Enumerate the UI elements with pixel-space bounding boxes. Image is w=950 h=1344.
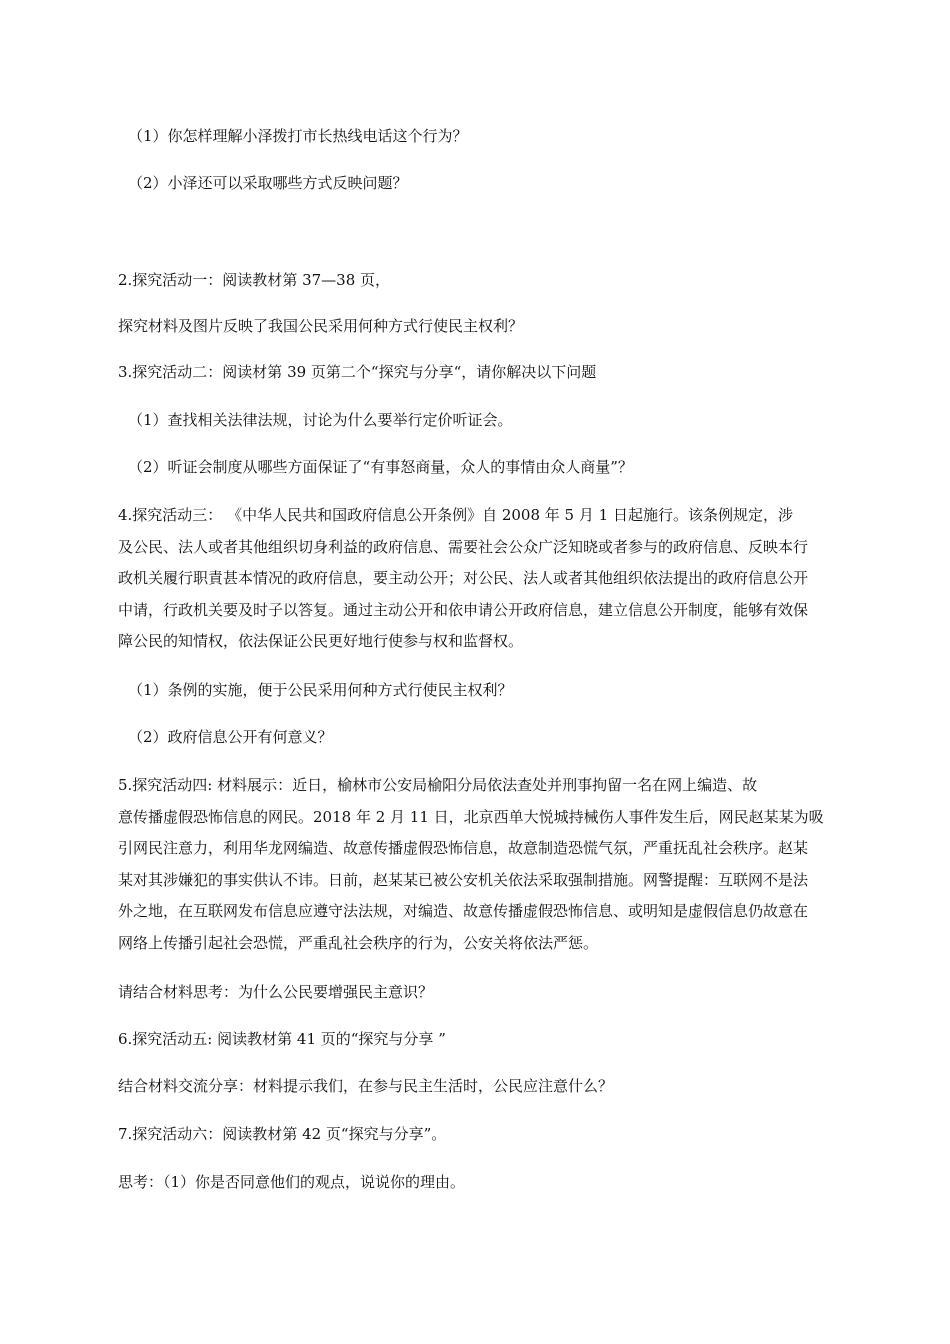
activity-6-question: 结合材料交流分享：材料提示我们，在参与民主生活时，公民应注意什么？ <box>118 1077 614 1095</box>
activity-2-question: 探究材料及图片反映了我国公民采用何种方式行使民主权利？ <box>118 317 524 335</box>
activity-5-question: 请结合材料思考：为什么公民要增强民主意识？ <box>118 983 434 1001</box>
activity-7-title: 7.探究活动六：阅读教材第 42 页“探究与分享”。 <box>118 1125 447 1143</box>
activity-4-paragraph <box>118 500 838 658</box>
question-2: （2）小泽还可以采取哪些方式反映问题？ <box>128 174 408 192</box>
paragraph-line: 政机关履行职責甚本情况的政府信息，要主动公开；对公民、法人或者其他组织依法提出的政府信息公开 <box>118 569 809 588</box>
paragraph-line: 引网民注意力，利用华龙网编造、故意传播虚假恐怖信息，故意制造恐慌气氛，严重抚乱社会秩序。赵某 <box>118 839 809 858</box>
paragraph-line: 及公民、法人或者其他组织切身利益的政府信息、需要社会公众广泛知晓或者参与的政府信息、反映本行 <box>118 537 809 556</box>
paragraph-line: 障公民的知情权，依法保证公民更好地行使参与权和监督权。 <box>118 632 524 651</box>
activity-5-paragraph <box>118 770 838 960</box>
paragraph-line: 网络上传播引起社会恐慌，严重乱社会秩序的行为，公安关将依法严惩。 <box>118 933 599 952</box>
activity-3-title: 3.探究活动二：阅读材第 39 页第二个“探究与分享“，请你解决以下问题 <box>118 363 597 381</box>
paragraph-line: 外之地，在互联网发布信息应遵守法法规，对编造、故意传播虚假恐怖信息、或明知是虚假信息仍故意在 <box>118 902 809 921</box>
question-1: （1）你怎样理解小泽拨打市长热线电话这个行为？ <box>128 127 468 145</box>
activity-6-title: 6.探究活动五: 阅读教材第 41 页的“探究与分享 ” <box>118 1030 446 1048</box>
activity-3-question-2: （2）听证会制度从哪些方面保证了“有事怒商量，众人的事情由众人商量”？ <box>128 458 633 476</box>
paragraph-line: 某对其涉嫌犯的事实供认不讳。日前，赵某某已被公安机关依法采取强制措施。网警提醒：互联网不是法 <box>118 870 809 889</box>
paragraph-line: 意传播虚假恐怖信息的网民。2018 年 2 月 11 日，北京西单大悦城持械伤人事件发生后，网民赵某某为吸 <box>118 807 824 826</box>
paragraph-line: 4.探究活动三： 《中华人民共和国政府信息公开条例》自 2008 年 5 月 1 日起施行。该条例规定，涉 <box>118 506 793 524</box>
activity-4-question-1: （1）条例的实施，便于公民采用何种方式行使民主权利？ <box>128 681 513 699</box>
activity-7-question: 思考：（1）你是否同意他们的观点，说说你的理由。 <box>118 1173 466 1191</box>
activity-2-title: 2.探究活动一：阅读教材第 37—38 页， <box>118 271 391 289</box>
paragraph-line: 中请，行政机关要及时子以答复。通过主动公开和依申请公开政府信息，建立信息公开制度，能够有效保 <box>118 600 809 619</box>
activity-4-question-2: （2）政府信息公开有何意义？ <box>128 728 333 746</box>
paragraph-line: 5.探究活动四: 材料展示：近日，榆林市公安局榆阳分局依法查处并刑事拘留一名在网上编造、故 <box>118 776 758 794</box>
activity-3-question-1: （1）查找相关法律法规，讨论为什么要举行定价听证会。 <box>128 411 513 429</box>
